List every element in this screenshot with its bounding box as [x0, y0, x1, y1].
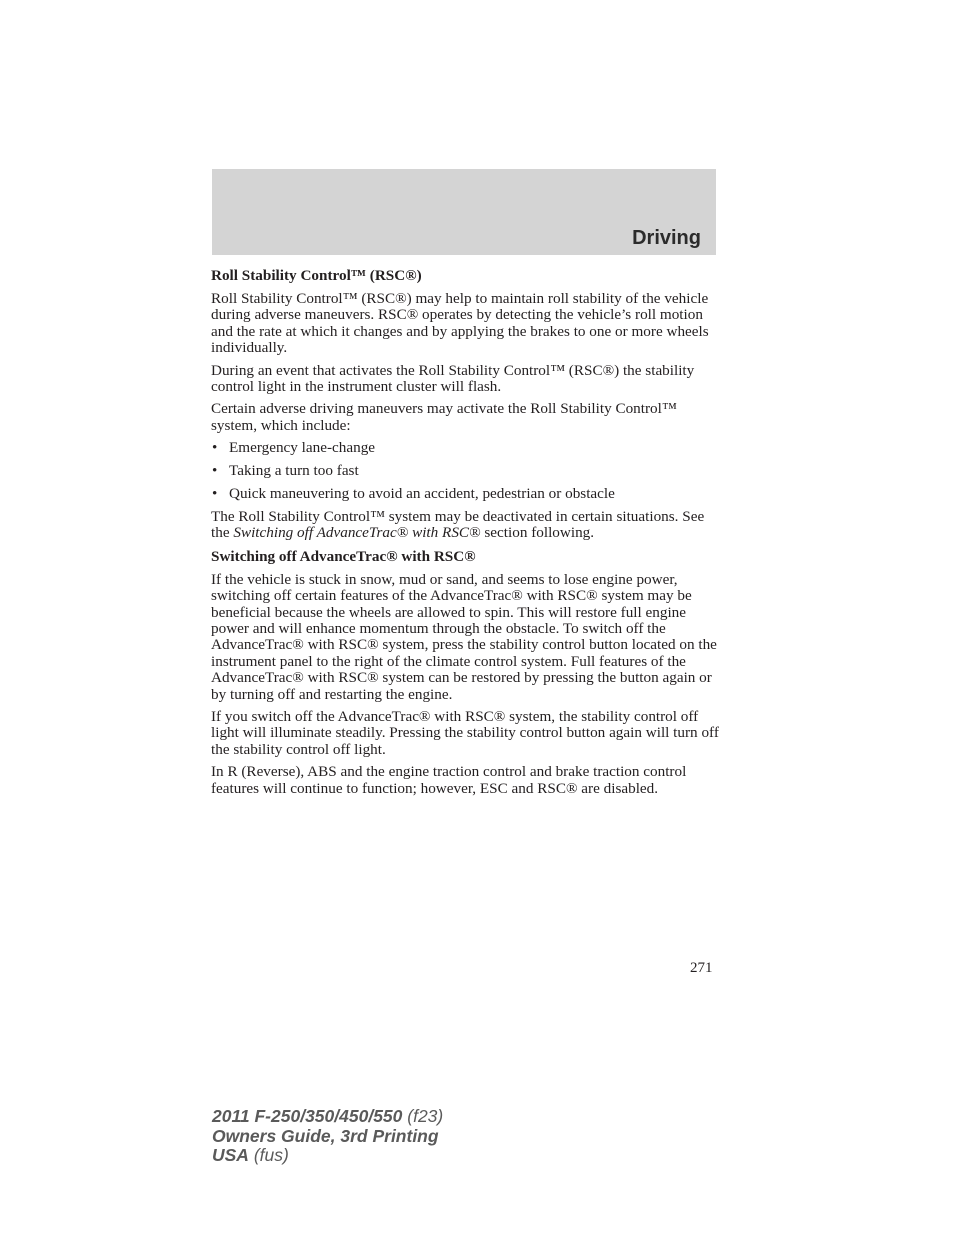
bullet-icon: • [212, 485, 218, 503]
list-item-text: Emergency lane-change [229, 439, 376, 457]
document-footer [212, 1107, 443, 1166]
section-title: Driving [632, 227, 701, 249]
list-item-text: Taking a turn too fast [229, 462, 359, 480]
list-item [211, 486, 719, 502]
page-number: 271 [690, 960, 713, 976]
paragraph-rsc-maneuvers: Certain adverse driving maneuvers may activate the Roll Stability Control™ system, which include: [211, 400, 677, 434]
paragraph-reverse: In R (Reverse), ABS and the engine traction control and brake traction control features will continue to function; however, ESC and RSC® are disabled. [211, 763, 687, 797]
heading-switching-off-advancetrac: Switching off AdvanceTrac® with RSC® [211, 547, 476, 565]
section-header-band [212, 169, 716, 255]
list-item [211, 440, 719, 456]
paragraph-rsc-event: During an event that activates the Roll Stability Control™ (RSC®) the stability control light in the instrument cluster will flash. [211, 361, 695, 396]
list-item-text: Quick maneuvering to avoid an accident, pedestrian or obstacle [229, 485, 615, 503]
footer-model-code: (f23) [402, 1106, 444, 1126]
footer-model: 2011 F-250/350/450/550 [212, 1106, 403, 1126]
footer-market-line [212, 1146, 443, 1166]
footer-guide: Owners Guide, 3rd Printing [212, 1125, 439, 1146]
paragraph-text: The Roll Stability Control™ system may be deactivated in certain situations. See the [211, 507, 705, 542]
paragraph-text: section following. [480, 524, 595, 542]
heading-roll-stability-control: Roll Stability Control™ (RSC®) [211, 267, 422, 284]
bullet-icon: • [212, 462, 218, 480]
paragraph-rsc-intro: Roll Stability Control™ (RSC®) may help to maintain roll stability of the vehicle during adverse maneuvers. RSC® operates by detecting the vehicle’s roll motion and the rate at which it changes and by applying the brakes to one or more wheels individually. [211, 290, 709, 357]
list-item [211, 463, 719, 479]
cross-reference: Switching off AdvanceTrac® with RSC® [233, 524, 481, 542]
paragraph-stuck-vehicle: If the vehicle is stuck in snow, mud or sand, and seems to lose engine power, switching off certain features of the AdvanceTrac® with RSC® system may be beneficial because the wheels are allowed to spin. This will restore full engine power and will enhance momentum through the obstacle. To switch off the AdvanceTrac® with RSC® system, press the stability control button located on the instrument panel to the right of the climate control system. Full features of the AdvanceTrac® with RSC® system can be restored by pressing the button again or by turning off and restarting the engine. [211, 570, 717, 703]
footer-guide-line [212, 1127, 443, 1147]
footer-market-code: (fus) [248, 1145, 289, 1165]
bullet-icon: • [212, 439, 218, 457]
footer-market: USA [212, 1145, 249, 1165]
footer-model-line [212, 1107, 443, 1127]
page-content [211, 267, 719, 803]
maneuver-list [211, 440, 719, 502]
paragraph-rsc-deactivation [211, 509, 719, 542]
paragraph-off-light: If you switch off the AdvanceTrac® with RSC® system, the stability control off light will illuminate steadily. Pressing the stability control button again will turn off the stability control off light. [211, 708, 719, 758]
